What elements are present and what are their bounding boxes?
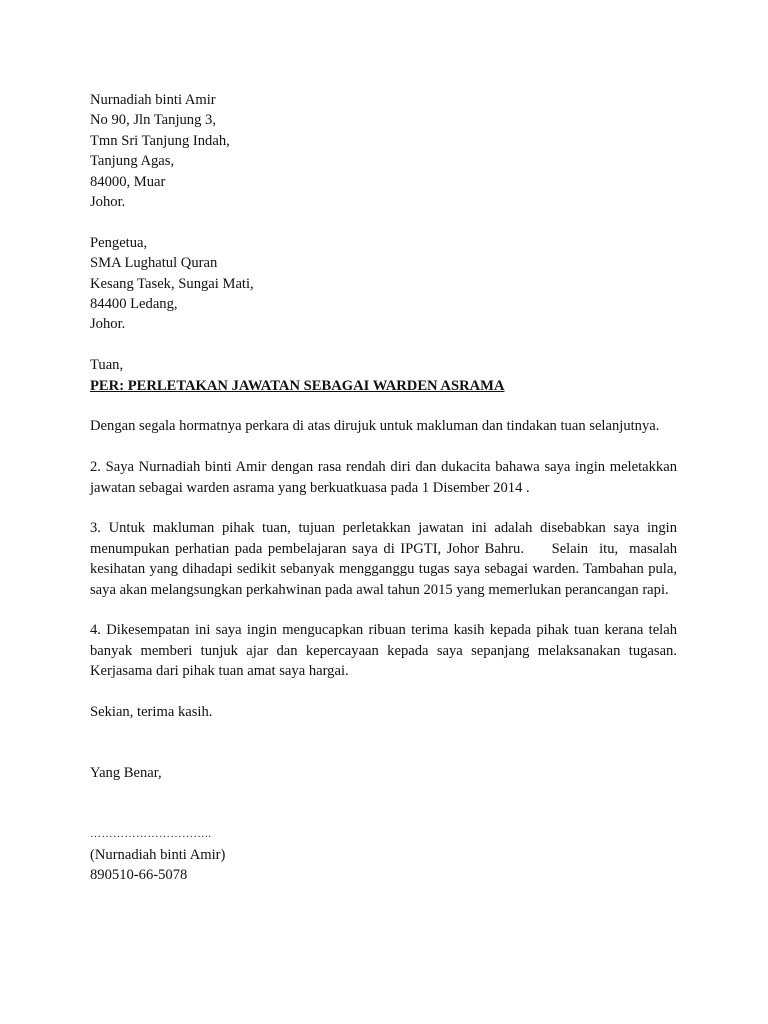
- body-paragraph-1: Dengan segala hormatnya perkara di atas dirujuk untuk makluman dan tindakan tuan selanjutnya.: [90, 418, 660, 435]
- letter: [90, 90, 681, 886]
- sender-address-line: No 90, Jln Tanjung 3,: [90, 112, 216, 129]
- sender-address-line: Tanjung Agas,: [90, 153, 175, 170]
- spacer: [90, 212, 677, 232]
- sender-address-line: 84000, Muar: [90, 173, 166, 190]
- signature-line: …………………………..: [90, 828, 212, 841]
- recipient-address-line: SMA Lughatul Quran: [90, 255, 218, 272]
- signatory-name: (Nurnadiah binti Amir): [90, 846, 226, 863]
- spacer: [90, 600, 677, 620]
- spacer: [90, 335, 677, 355]
- recipient-address-block: [90, 233, 677, 335]
- body-paragraph-4: 4. Dikesempatan ini saya ingin mengucapkan ribuan terima kasih kepada pihak tuan kerana telah banyak memberi tunjuk ajar dan kepercayaan kepada saya sepanjang melaksanakan tugasan. Kerjasama dari pihak tuan amat saya hargai.: [90, 622, 677, 680]
- closing: Sekian, terima kasih.: [90, 704, 213, 721]
- spacer: [90, 743, 677, 763]
- spacer: [90, 804, 677, 824]
- recipient-address-line: 84400 Ledang,: [90, 296, 178, 313]
- spacer: [90, 784, 677, 804]
- sender-address-block: [90, 90, 677, 212]
- spacer: [90, 722, 677, 742]
- body-paragraph-3: 3. Untuk makluman pihak tuan, tujuan perletakkan jawatan ini adalah disebabkan saya ingin menumpukan perhatian pada pembelajaran saya di IPGTI, Johor Bahru. Selain itu, masalah kesihatan yang dihadapi sedikit sebanyak mengganggu tugas saya sebagai warden. Tambahan pula, saya akan melangsungkan perkahwinan pada awal tahun 2015 yang memerlukan perancangan rapi.: [90, 520, 681, 598]
- sender-address-line: Tmn Sri Tanjung Indah,: [90, 132, 230, 149]
- sender-name: Nurnadiah binti Amir: [90, 92, 216, 108]
- signoff: Yang Benar,: [90, 765, 162, 782]
- spacer: [90, 682, 677, 702]
- recipient-address-line: Johor.: [90, 316, 126, 333]
- subject-heading: PER: PERLETAKAN JAWATAN SEBAGAI WARDEN ASRAMA: [90, 377, 505, 394]
- signatory-ic-number: 890510-66-5078: [90, 867, 188, 884]
- salutation: Tuan,: [90, 357, 124, 374]
- sender-address-line: Johor.: [90, 194, 126, 211]
- spacer: [90, 437, 677, 457]
- spacer: [90, 396, 677, 416]
- recipient-address-line: Kesang Tasek, Sungai Mati,: [90, 275, 254, 292]
- recipient-title: Pengetua,: [90, 234, 148, 251]
- body-paragraph-2: 2. Saya Nurnadiah binti Amir dengan rasa rendah diri dan dukacita bahawa saya ingin meletakkan jawatan sebagai warden asrama yang berkuatkuasa pada 1 Disember 2014 .: [90, 459, 677, 496]
- spacer: [90, 498, 677, 518]
